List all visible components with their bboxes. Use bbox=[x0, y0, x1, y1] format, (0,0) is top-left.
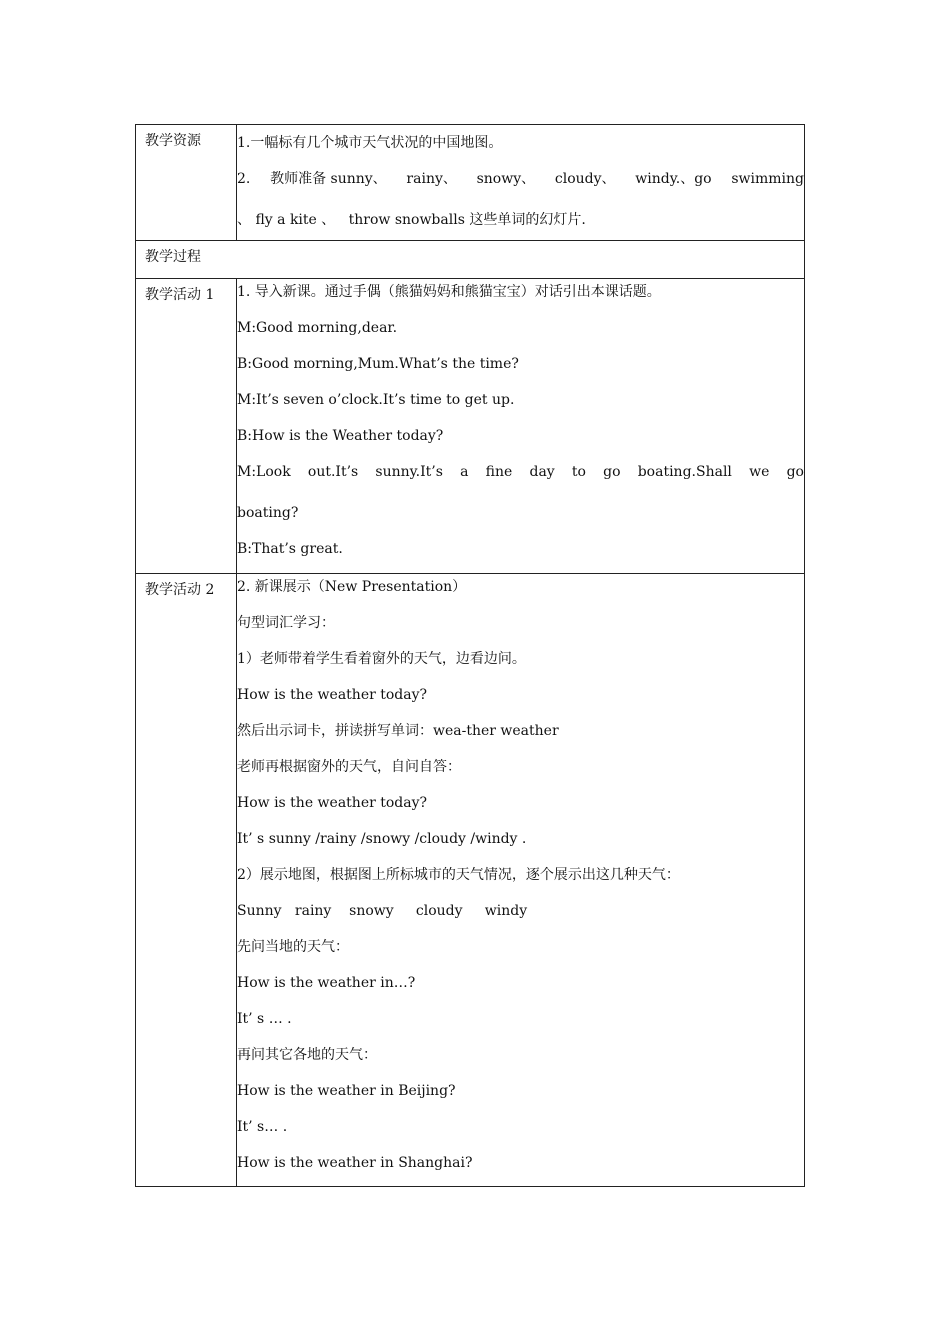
content-cell bbox=[237, 125, 805, 241]
text-line: 先问当地的天气： bbox=[237, 939, 349, 955]
text-line: How is the weather today? bbox=[237, 795, 428, 811]
text-line: 、 fly a kite 、 throw snowballs 这些单词的幻灯片. bbox=[237, 212, 586, 228]
word: out.It’s bbox=[307, 464, 359, 480]
word: sunny.It’s bbox=[375, 464, 443, 480]
word: go bbox=[603, 464, 621, 480]
section-title: 教学过程 bbox=[145, 249, 201, 265]
label-cell bbox=[136, 279, 237, 574]
section-header-cell bbox=[136, 241, 805, 279]
text-line: M:It’s seven o’clock.It’s time to get up. bbox=[237, 392, 515, 408]
label-cell bbox=[136, 125, 237, 241]
text-line-justified bbox=[237, 161, 804, 202]
text-line: 再问其它各地的天气： bbox=[237, 1047, 377, 1063]
word: go bbox=[786, 464, 804, 480]
word: 教师准备 sunny、 bbox=[270, 171, 387, 187]
text-line: 1）老师带着学生看着窗外的天气，边看边问。 bbox=[237, 651, 526, 667]
text-line: Sunny rainy snowy cloudy windy bbox=[237, 903, 528, 919]
label-cell bbox=[136, 574, 237, 1187]
word: swimming bbox=[731, 171, 804, 187]
row-label: 教学活动 1 bbox=[145, 287, 215, 303]
text-line: 2）展示地图，根据图上所标城市的天气情况，逐个展示出这几种天气： bbox=[237, 867, 680, 883]
word: boating.Shall bbox=[637, 464, 732, 480]
text-line: How is the weather in…? bbox=[237, 975, 416, 991]
text-line: 老师再根据窗外的天气，自问自答： bbox=[237, 759, 461, 775]
content-cell bbox=[237, 574, 805, 1187]
word: 2. bbox=[237, 171, 251, 187]
row-activity2 bbox=[136, 574, 805, 1187]
text-line: 句型词汇学习： bbox=[237, 615, 335, 631]
word: cloudy、 bbox=[554, 171, 616, 187]
row-process bbox=[136, 241, 805, 279]
text-line: How is the weather in Shanghai? bbox=[237, 1155, 473, 1171]
word: M:Look bbox=[237, 464, 291, 480]
content-cell bbox=[237, 279, 805, 574]
word: we bbox=[749, 464, 770, 480]
text-line: It’ s sunny /rainy /snowy /cloudy /windy . bbox=[237, 831, 527, 847]
text-line: 2. 新课展示（New Presentation） bbox=[237, 579, 467, 595]
word: snowy、 bbox=[476, 171, 536, 187]
word: windy.、go bbox=[635, 171, 712, 187]
text-line: boating? bbox=[237, 505, 299, 521]
text-line: It’ s … . bbox=[237, 1011, 292, 1027]
text-line: How is the weather today? bbox=[237, 687, 428, 703]
word: rainy、 bbox=[406, 171, 457, 187]
text-line: 1.一幅标有几个城市天气状况的中国地图。 bbox=[237, 135, 503, 151]
text-line: B:Good morning,Mum.What’s the time? bbox=[237, 356, 519, 372]
word: to bbox=[571, 464, 586, 480]
text-line: How is the weather in Beijing? bbox=[237, 1083, 456, 1099]
text-line: It’ s… . bbox=[237, 1119, 288, 1135]
text-line: B:How is the Weather today? bbox=[237, 428, 444, 444]
row-activity1 bbox=[136, 279, 805, 574]
text-line: 然后出示词卡，拼读拼写单词：wea-ther weather bbox=[237, 723, 559, 739]
text-line: B:That’s great. bbox=[237, 541, 343, 557]
row-resources bbox=[136, 125, 805, 241]
text-line: M:Good morning,dear. bbox=[237, 320, 398, 336]
row-label: 教学资源 bbox=[145, 133, 201, 149]
row-label: 教学活动 2 bbox=[145, 582, 215, 598]
word: day bbox=[529, 464, 555, 480]
word: fine bbox=[485, 464, 513, 480]
word: a bbox=[460, 464, 469, 480]
lesson-plan-table bbox=[135, 124, 805, 1187]
text-line: 1. 导入新课。通过手偶（熊猫妈妈和熊猫宝宝）对话引出本课话题。 bbox=[237, 284, 661, 300]
text-line-justified bbox=[237, 454, 804, 495]
